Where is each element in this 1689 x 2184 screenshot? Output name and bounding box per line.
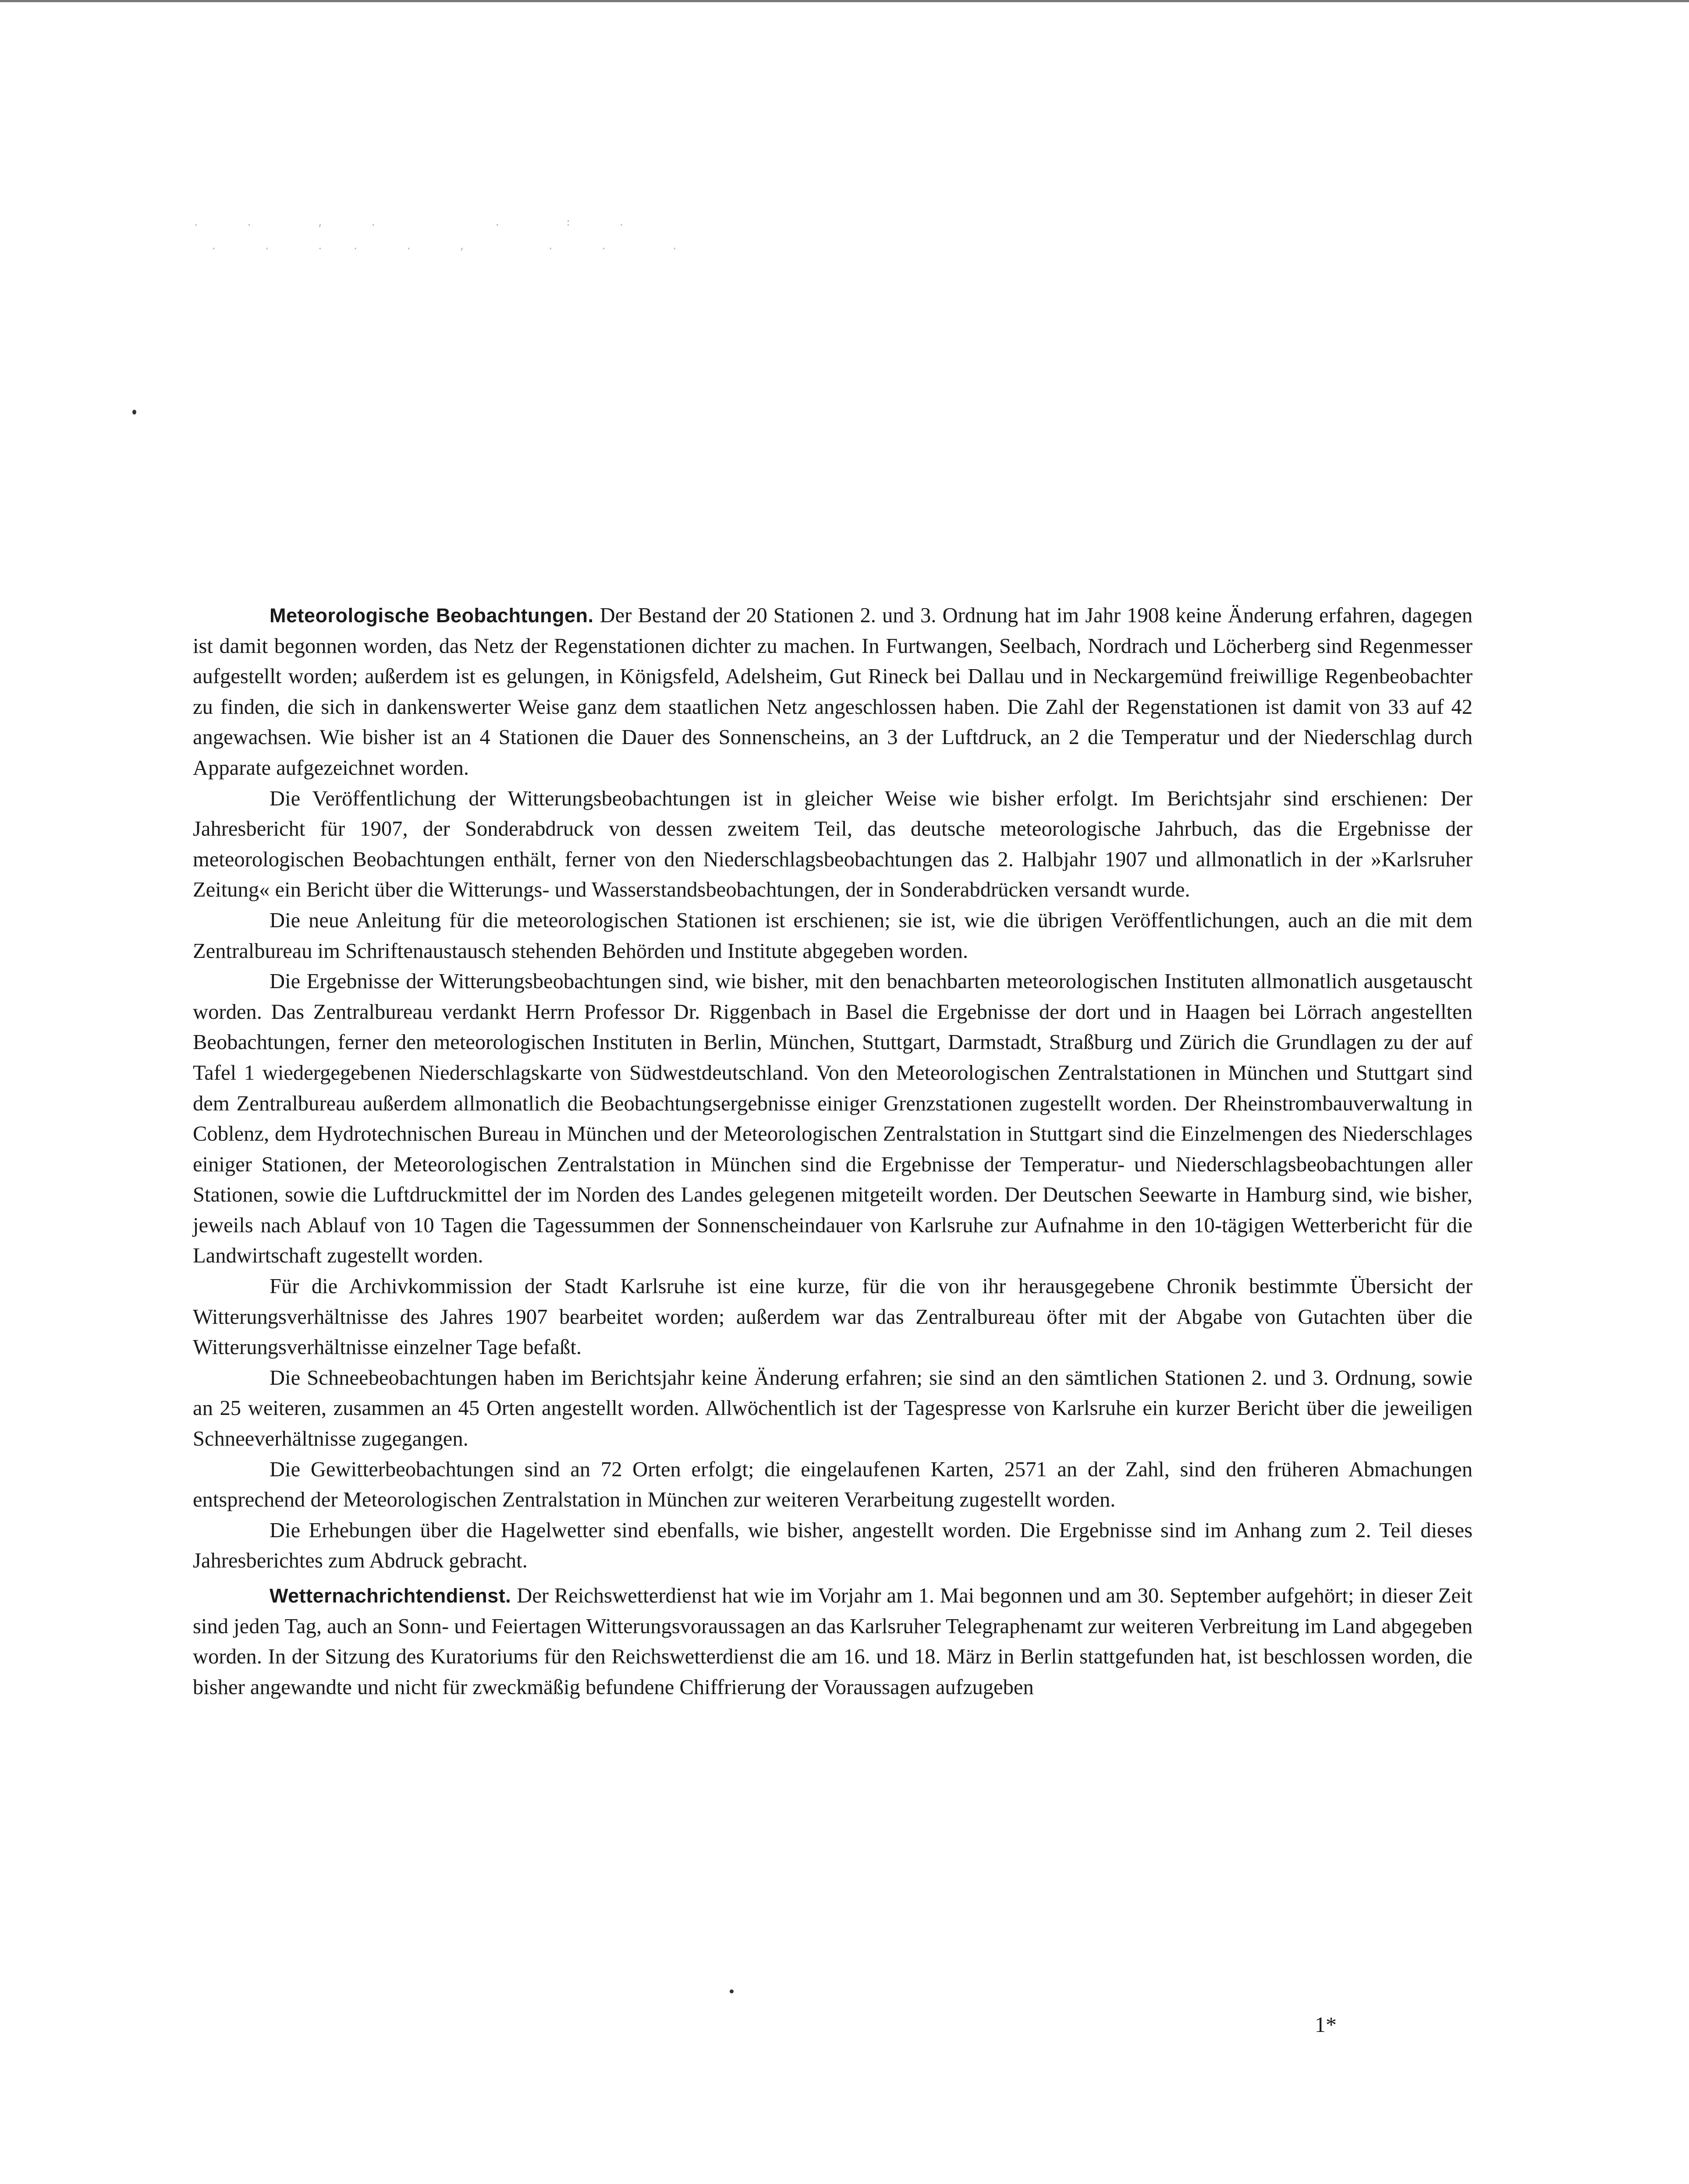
paragraph-publications	[193, 784, 1473, 905]
paragraph-exchange	[193, 966, 1473, 1271]
page-text	[193, 600, 1473, 1702]
margin-dot	[730, 1989, 734, 1993]
paper-speckle-decoration: . . , . . : . . . . . . , . . .	[193, 216, 689, 252]
section-heading-wetternachrichtendienst: Wetternachrichtendienst.	[270, 1585, 511, 1607]
paragraph-meteorology-intro	[193, 600, 1473, 784]
paragraph-thunderstorms	[193, 1454, 1473, 1515]
paragraph-text: Der Bestand der 20 Stationen 2. und 3. Ordnung hat im Jahr 1908 keine Änderung erfahren, dagegen ist damit begonnen worden, das Netz der Regenstationen dichter zu machen. In Furtwangen, Seelbach, Nordrach und Löcherberg sind Regenmesser aufgestellt worden; außerdem ist es gelungen, in Königsfeld, Adelsheim, Gut Rineck bei Dallau und in Neckargemünd freiwillige Regenbeobachter zu finden, die sich in dankenswerter Weise ganz dem staatlichen Netz angeschlossen haben. Die Zahl der Regenstationen ist damit von 33 auf 42 angewachsen. Wie bisher ist an 4 Stationen die Dauer des Sonnenscheins, an 3 der Luftdruck, an 2 die Temperatur und der Niederschlag durch Apparate aufgezeichnet worden.	[193, 603, 1473, 780]
paragraph-text: Die Schneebeobachtungen haben im Berichtsjahr keine Änderung erfahren; sie sind an den sämtlichen Stationen 2. und 3. Ordnung, sowie an 25 weiteren, zusammen an 45 Orten angestellt worden. Allwöchentlich ist der Tagespresse von Karlsruhe ein kurzer Bericht über die jeweiligen Schneeverhältnisse zugegangen.	[193, 1365, 1473, 1451]
paragraph-hail	[193, 1515, 1473, 1576]
paragraph-text: Für die Archivkommission der Stadt Karlsruhe ist eine kurze, für die von ihr herausgegebene Chronik bestimmte Übersicht der Witterungsverhältnisse des Jahres 1907 bearbeitet worden; außerdem war das Zentralbureau öfter mit der Abgabe von Gutachten über die Witterungsverhältnisse einzelner Tage befaßt.	[193, 1274, 1473, 1359]
paragraph-text: Die neue Anleitung für die meteorologischen Stationen ist erschienen; sie ist, wie die übrigen Veröffentlichungen, auch an die mit dem Zentralbureau im Schriftenaustausch stehenden Behörden und Institute abgegeben worden.	[193, 908, 1473, 963]
paragraph-text: Die Gewitterbeobachtungen sind an 72 Orten erfolgt; die eingelaufenen Karten, 2571 an der Zahl, sind den früheren Abmachungen entsprechend der Meteorologischen Zentralstation in München zur weiteren Verarbeitung zugestellt worden.	[193, 1457, 1473, 1512]
paragraph-text: Der Reichswetterdienst hat wie im Vorjahr am 1. Mai begonnen und am 30. September aufgehört; in dieser Zeit sind jeden Tag, auch an Sonn- und Feiertagen Witterungsvoraussagen an das Karlsruher Telegraphenamt zur weiteren Verbreitung im Land abgegeben worden. In der Sitzung des Kuratoriums für den Reichswetterdienst die am 16. und 18. März in Berlin stattgefunden hat, ist beschlossen worden, die bisher angewandte und nicht für zweckmäßig befundene Chiffrierung der Voraussagen aufzugeben	[193, 1584, 1473, 1699]
paragraph-archive	[193, 1271, 1473, 1363]
paragraph-text: Die Veröffentlichung der Witterungsbeobachtungen ist in gleicher Weise wie bisher erfolgt. Im Berichtsjahr sind erschienen: Der Jahresbericht für 1907, der Sonderabdruck von dessen zweitem Teil, das deutsche meteorologische Jahrbuch, das die Ergebnisse der meteorologischen Beobachtungen enthält, ferner von den Niederschlagsbeobachtungen das 2. Halbjahr 1907 und allmonatlich in der »Karlsruher Zeitung« ein Bericht über die Witterungs- und Wasserstandsbeobachtungen, der in Sonderabdrücken versandt wurde.	[193, 786, 1473, 902]
margin-dot	[132, 410, 136, 415]
paragraph-snow	[193, 1363, 1473, 1454]
section-heading-meteorologische-beobachtungen: Meteorologische Beobachtungen.	[270, 604, 594, 627]
top-border-rule	[0, 0, 1689, 2]
paragraph-anleitung	[193, 905, 1473, 966]
paragraph-text: Die Ergebnisse der Witterungsbeobachtungen sind, wie bisher, mit den benachbarten meteorologischen Instituten allmonatlich ausgetauscht worden. Das Zentralbureau verdankt Herrn Professor Dr. Riggenbach in Basel die Ergebnisse der dort und in Haagen bei Lörrach angestellten Beobachtungen, ferner den meteorologischen Instituten in Berlin, München, Stuttgart, Darmstadt, Straßburg und Zürich die Grundlagen zu der auf Tafel 1 wiedergegebenen Niederschlagskarte von Südwestdeutschland. Von den Meteorologischen Zentralstationen in München und Stuttgart sind dem Zentralbureau außerdem allmonatlich die Beobachtungsergebnisse einiger Grenzstationen zugestellt worden. Der Rheinstrombauverwaltung in Coblenz, dem Hydrotechnischen Bureau in München und der Meteorologischen Zentralstation in Stuttgart sind die Einzelmengen des Niederschlages einiger Stationen, der Meteorologischen Zentralstation in München sind die Ergebnisse der Temperatur- und Niederschlagsbeobachtungen aller Stationen, sowie die Luftdruckmittel der im Norden des Landes gelegenen mitgeteilt worden. Der Deutschen Seewarte in Hamburg sind, wie bisher, jeweils nach Ablauf von 10 Tagen die Tagessummen der Sonnenscheindauer von Karlsruhe zur Aufnahme in den 10-tägigen Wetterbericht für die Landwirtschaft zugestellt worden.	[193, 969, 1473, 1268]
paragraph-text: Die Erhebungen über die Hagelwetter sind ebenfalls, wie bisher, angestellt worden. Die Ergebnisse sind im Anhang zum 2. Teil dieses Jahresberichtes zum Abdruck gebracht.	[193, 1518, 1473, 1573]
paragraph-weather-service	[193, 1581, 1473, 1702]
page-signature: 1*	[1315, 2012, 1337, 2037]
